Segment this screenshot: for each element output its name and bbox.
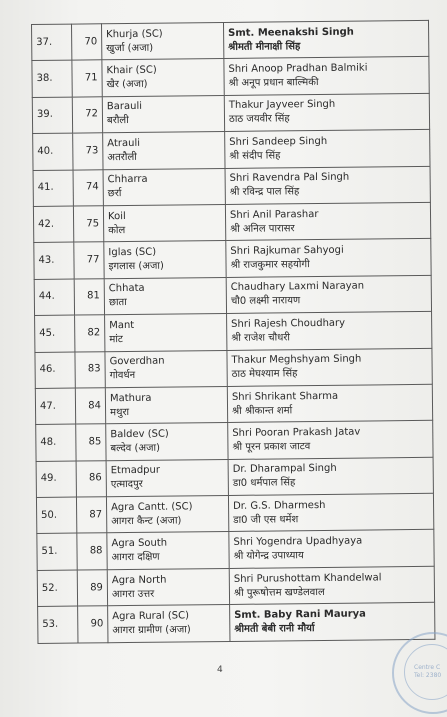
candidate-cell [223, 20, 428, 59]
table-row [38, 603, 435, 644]
candidate-name-hi: श्री अनूप प्रधान बाल्मिकी [228, 77, 319, 90]
candidate-cell [229, 566, 434, 605]
serial-number-cell: 37. [32, 24, 72, 61]
ac-number-cell: 88 [77, 533, 107, 570]
constituency-name-en: Agra South [111, 537, 168, 550]
constituency-name-en: Chhata [108, 283, 145, 295]
candidate-name-hi: श्री अनिल पारासर [230, 222, 295, 235]
ac-number-cell: 72 [72, 97, 102, 134]
table-row [35, 311, 432, 352]
candidate-name-en: Shri Shrikant Sharma [231, 390, 339, 403]
constituency-name-en: Khair (SC) [106, 64, 157, 77]
constituency-name-en: Iglas (SC) [108, 246, 157, 259]
candidate-cell [225, 166, 430, 205]
constituency-cell [105, 314, 227, 352]
serial-number-cell: 39. [32, 97, 72, 134]
constituency-cell [106, 423, 228, 461]
candidate-cell [224, 93, 429, 132]
candidate-cell [228, 457, 433, 496]
candidate-name-hi: चौ0 लक्ष्मी नारायण [230, 295, 301, 308]
ac-number-cell: 84 [75, 388, 105, 425]
table-row [33, 166, 430, 207]
table-row [36, 493, 433, 534]
constituency-name-hi: कोल [108, 224, 126, 236]
candidate-cell [227, 384, 432, 423]
constituency-name-en: Goverdhan [109, 355, 165, 368]
page-number: 4 [217, 665, 223, 675]
candidate-name-hi: डा0 जी एस धर्मेश [233, 513, 299, 526]
ac-number-cell: 73 [73, 133, 103, 170]
candidate-name-en: Shri Sandeep Singh [229, 135, 328, 148]
constituency-name-hi: इगलास (अजा) [108, 260, 164, 273]
constituency-cell [106, 459, 228, 497]
candidate-name-hi: श्री पूरन प्रकाश जाटव [232, 441, 311, 453]
candidate-name-en: Shri Rajkumar Sahyogi [230, 244, 344, 257]
constituency-cell [102, 95, 224, 133]
constituency-name-en: Baldev (SC) [110, 428, 169, 441]
table-row [34, 239, 431, 280]
candidate-cell [228, 421, 433, 460]
table-row [34, 275, 431, 316]
candidate-name-hi: श्री श्रीकान्त शर्मा [232, 404, 293, 417]
table-row [36, 457, 433, 498]
serial-number-cell: 48. [36, 424, 76, 461]
ac-number-cell: 83 [75, 351, 105, 388]
serial-number-cell: 51. [37, 534, 77, 571]
candidate-name-en: Smt. Baby Rani Maurya [234, 608, 366, 621]
candidate-name-en: Dr. Dharampal Singh [232, 463, 337, 476]
candidate-name-hi: श्री राजेश चौधरी [231, 332, 291, 344]
constituency-name-hi: छाता [108, 297, 127, 309]
serial-number-cell: 40. [33, 133, 73, 170]
serial-number-cell: 49. [36, 461, 76, 498]
ac-number-cell: 70 [72, 24, 102, 61]
ac-number-cell: 86 [76, 460, 106, 497]
candidate-cell [224, 57, 429, 96]
candidate-cell [225, 130, 430, 169]
table-row [36, 421, 433, 462]
constituency-name-hi: एत्मादपुर [110, 479, 143, 491]
ac-number-cell: 90 [78, 606, 108, 643]
serial-number-cell: 53. [38, 606, 78, 643]
serial-number-cell: 47. [35, 388, 75, 425]
table-row [37, 566, 434, 607]
ac-number-cell: 82 [75, 315, 105, 352]
constituency-name-en: Barauli [106, 101, 143, 113]
constituency-name-en: Etmadpur [110, 465, 161, 477]
ac-number-cell: 85 [76, 424, 106, 461]
candidate-name-hi: श्री राजकुमार सहयोगी [230, 259, 310, 271]
constituency-name-hi: अतरौली [107, 151, 137, 164]
candidate-name-hi: श्री रविन्द्र पाल सिंह [229, 186, 300, 199]
constituency-name-hi: खैर (अजा) [106, 78, 148, 91]
ac-number-cell: 71 [72, 60, 102, 97]
stamp-text: Centre C Tel: 2380 [414, 664, 442, 679]
candidate-name-en: Shri Yogendra Upadhyaya [233, 535, 363, 549]
constituency-name-en: Mant [109, 319, 135, 332]
table-row [37, 530, 434, 571]
candidate-name-en: Shri Ravendra Pal Singh [229, 171, 350, 185]
candidate-name-hi: ठाठ जयवीर सिंह [228, 113, 290, 126]
candidate-cell [230, 603, 435, 642]
candidate-name-en: Smt. Meenakshi Singh [228, 26, 354, 39]
constituency-name-hi: बल्देव (अजा) [110, 442, 161, 455]
table-row [32, 20, 429, 61]
candidate-cell [226, 275, 431, 314]
constituency-cell [108, 605, 230, 643]
constituency-cell [102, 59, 224, 97]
candidate-name-en: Thakur Jayveer Singh [228, 99, 336, 112]
candidate-name-hi: ठाठ मेघश्याम सिंह [231, 368, 298, 381]
serial-number-cell: 52. [37, 570, 77, 607]
serial-number-cell: 42. [33, 206, 73, 243]
candidate-name-en: Shri Anil Parashar [229, 208, 319, 221]
ac-number-cell: 81 [74, 278, 104, 315]
candidate-name-hi: श्री योगेन्द्र उपाध्याय [233, 550, 304, 563]
table-row [35, 348, 432, 389]
serial-number-cell: 45. [35, 315, 75, 352]
constituency-name-en: Khurja (SC) [106, 28, 163, 40]
candidate-name-hi: श्रीमती मीनाक्षी सिंह [228, 40, 301, 53]
candidate-name-en: Shri Rajesh Choudhary [231, 317, 346, 330]
constituency-name-hi: मांट [109, 333, 123, 346]
constituency-cell [106, 496, 228, 534]
candidate-name-hi: श्री संदीप सिंह [229, 150, 281, 162]
table-row [33, 202, 430, 243]
serial-number-cell: 43. [34, 242, 74, 279]
constituency-name-en: Agra Cantt. (SC) [111, 501, 193, 513]
constituency-name-hi: आगरा उत्तर [111, 588, 155, 600]
constituency-cell [103, 132, 225, 170]
constituency-cell [102, 22, 224, 60]
candidate-name-hi: डा0 धर्मपाल सिंह [232, 477, 296, 490]
constituency-cell [105, 386, 227, 424]
serial-number-cell: 41. [33, 170, 73, 207]
candidate-name-hi: श्री पुरूषोत्तम खण्डेलवाल [233, 586, 325, 599]
constituency-name-en: Atrauli [107, 137, 141, 150]
constituency-name-en: Koil [107, 210, 126, 222]
constituency-name-en: Agra North [111, 574, 167, 586]
candidate-name-hi: श्रीमती बेबी रानी मौर्या [234, 623, 315, 635]
constituency-cell [105, 350, 227, 388]
candidate-name-en: Shri Pooran Prakash Jatav [232, 426, 361, 439]
constituency-name-hi: गोवर्धन [109, 370, 136, 382]
constituency-cell [107, 532, 229, 570]
candidate-cell [228, 493, 433, 532]
ac-number-cell: 74 [73, 169, 103, 206]
candidate-cell [227, 311, 432, 350]
candidate-table-body [32, 20, 435, 643]
constituency-name-hi: छर्रा [107, 188, 122, 200]
constituency-name-hi: बरौली [106, 115, 129, 127]
candidate-cell [225, 202, 430, 241]
office-stamp [392, 632, 447, 714]
constituency-cell [104, 277, 226, 315]
candidate-name-en: Shri Purushottam Khandelwal [233, 571, 382, 585]
table-row [35, 384, 432, 425]
constituency-name-en: Chharra [107, 174, 148, 186]
candidate-name-en: Dr. G.S. Dharmesh [233, 499, 326, 512]
constituency-name-hi: आगरा ग्रामीण (अजा) [112, 624, 191, 637]
serial-number-cell: 44. [34, 279, 74, 316]
constituency-cell [107, 568, 229, 606]
constituency-name-hi: खुर्जा (अजा) [106, 42, 154, 54]
serial-number-cell: 50. [36, 497, 76, 534]
candidate-cell [229, 530, 434, 569]
candidate-cell [226, 239, 431, 278]
constituency-name-en: Mathura [109, 392, 152, 404]
ac-number-cell: 77 [74, 242, 104, 279]
constituency-name-en: Agra Rural (SC) [112, 610, 190, 623]
ac-number-cell: 75 [73, 206, 103, 243]
candidate-name-en: Chaudhary Laxmi Narayan [230, 280, 365, 294]
constituency-cell [104, 241, 226, 279]
constituency-cell [103, 204, 225, 242]
table-row [32, 57, 429, 98]
ac-number-cell: 87 [76, 497, 106, 534]
candidate-name-en: Shri Anoop Pradhan Balmiki [228, 62, 368, 76]
table-row [33, 130, 430, 171]
serial-number-cell: 38. [32, 60, 72, 97]
candidate-cell [227, 348, 432, 387]
table-row [32, 93, 429, 134]
constituency-cell [103, 168, 225, 206]
constituency-name-hi: आगरा कैन्ट (अजा) [111, 515, 182, 527]
serial-number-cell: 46. [35, 352, 75, 389]
constituency-name-hi: आगरा दक्षिण [111, 551, 160, 564]
candidate-name-en: Thakur Meghshyam Singh [231, 353, 362, 367]
constituency-name-hi: मथुरा [110, 406, 130, 418]
ac-number-cell: 89 [77, 570, 107, 607]
candidate-table [31, 20, 435, 644]
